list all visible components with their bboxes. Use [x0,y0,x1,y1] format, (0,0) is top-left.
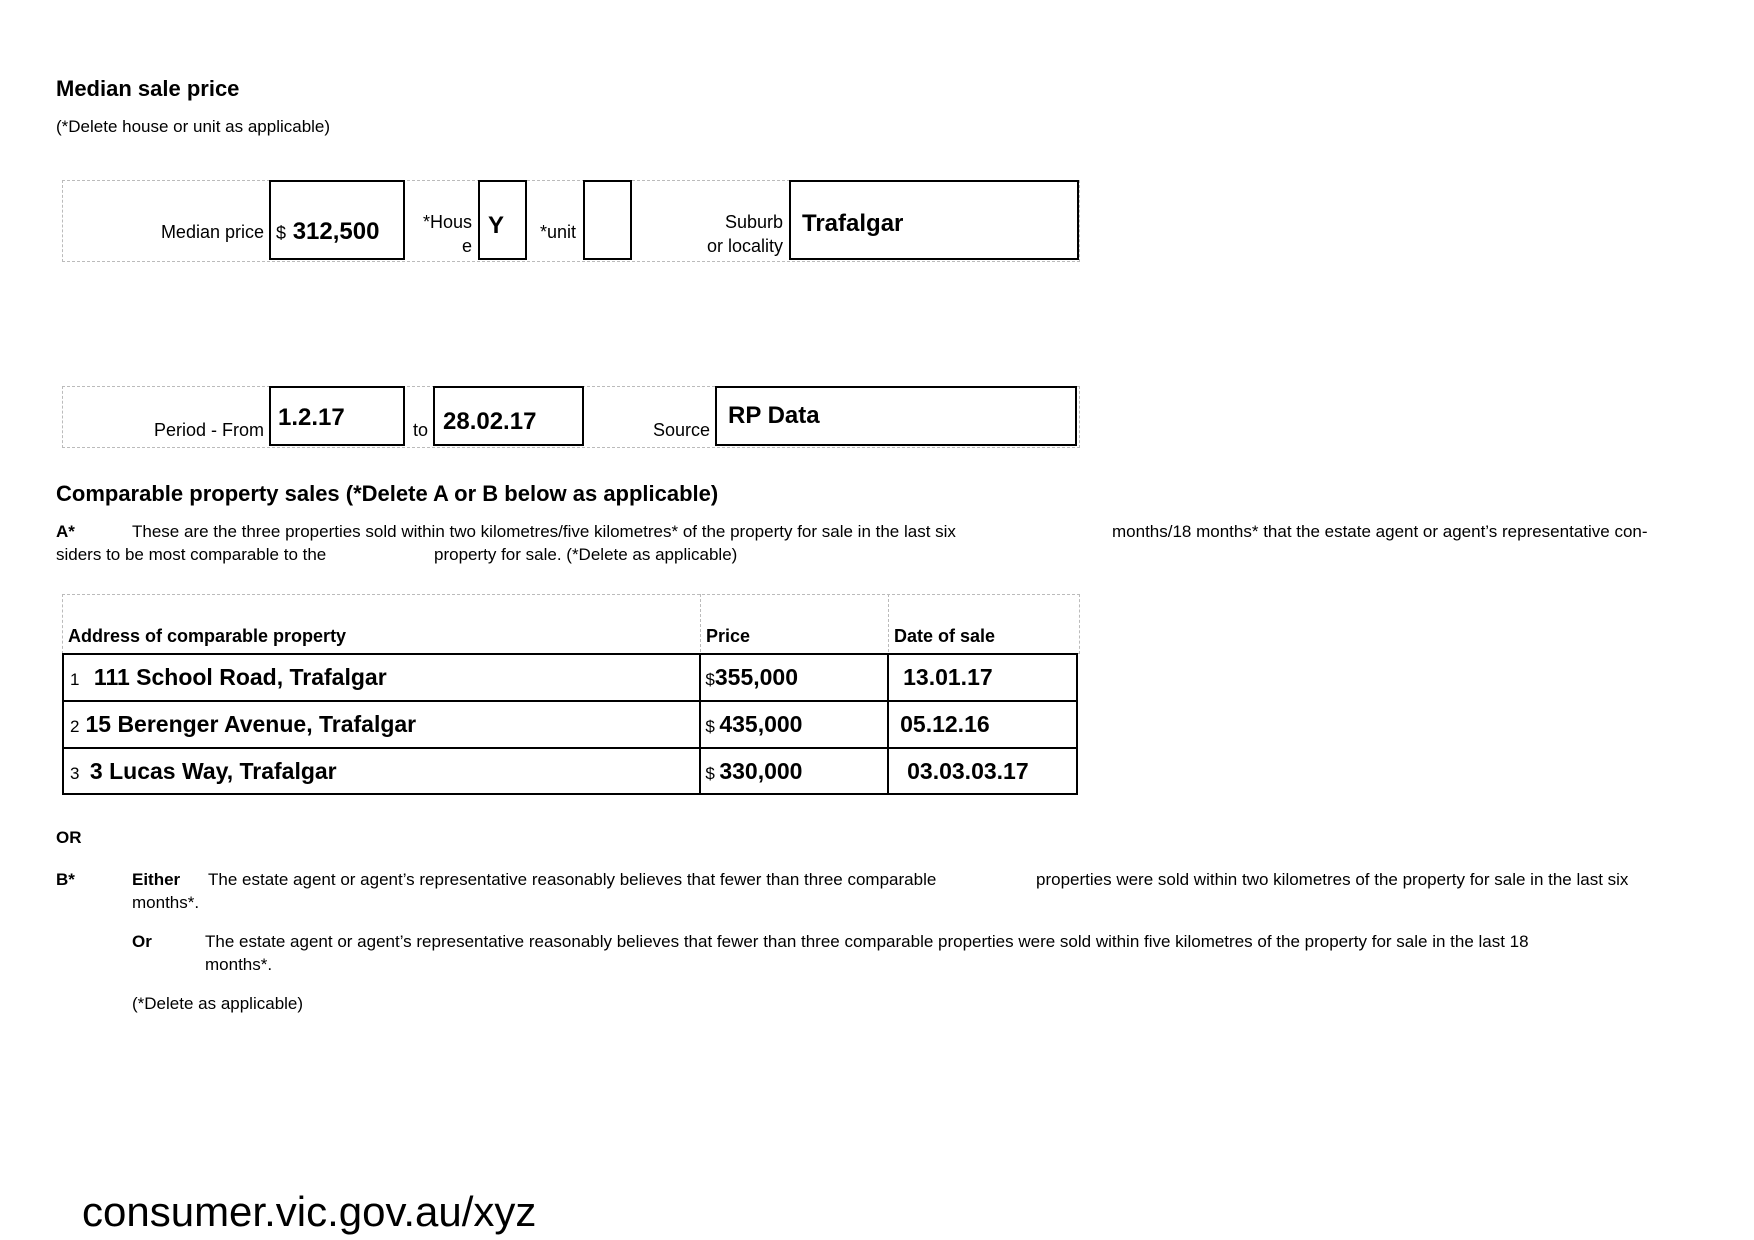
or2-text-2: months*. [205,955,273,974]
option-a-text-3: siders to be most comparable to the [56,545,327,564]
source-label: Source [652,420,710,440]
house-label-top: *Hous [422,212,472,232]
source-field[interactable] [715,386,1077,446]
price-value: 355,000 [714,664,799,690]
row-number: 2 [70,717,80,736]
column-header-date: Date of sale [894,626,996,646]
house-field[interactable] [478,180,527,260]
median-heading: Median sale price [56,76,240,101]
date-cell[interactable] [888,748,1077,794]
date-cell[interactable] [888,701,1077,748]
address-value: 15 Berenger Avenue, Trafalgar [85,711,417,737]
currency-symbol: $ [276,223,287,243]
price-cell[interactable] [700,748,888,794]
option-a-text-1: These are the three properties sold within two kilometres/five kilometres* of the property for sale in the last six [132,522,956,541]
house-label-bottom: e [461,236,472,256]
column-header-address: Address of comparable property [68,626,347,646]
or2-label: Or [132,932,152,951]
date-cell[interactable] [888,654,1077,701]
or-label: OR [56,828,82,847]
price-cell[interactable] [700,701,888,748]
either-text-3: months*. [132,893,200,912]
period-from-label: Period - From [153,420,264,440]
date-value: 05.12.16 [900,711,990,737]
period-from-value: 1.2.17 [278,404,345,431]
source-value: RP Data [728,402,820,429]
suburb-label [660,210,783,258]
period-to-value: 28.02.17 [443,408,537,435]
date-value: 03.03.03.17 [907,757,1029,784]
median-price-field[interactable] [269,180,405,260]
row-number: 1 [70,670,80,689]
median-price-label: Median price [160,222,264,242]
comparable-heading: Comparable property sales (*Delete A or B below as applicable) [56,481,719,506]
either-label: Either [132,870,181,889]
either-text-2: properties were sold within two kilometres of the property for sale in the last six [1036,870,1629,889]
period-to-field[interactable] [433,386,584,446]
option-a-text-2: months/18 months* that the estate agent or agent’s representative con- [1112,522,1648,541]
or2-text-1: The estate agent or agent’s representative reasonably believes that fewer than three comparable properties were sold within five kilometres of the property for sale in the last 18 [205,932,1529,951]
period-from-field[interactable] [269,386,405,446]
address-cell[interactable] [63,701,700,748]
suburb-label-bottom: or locality [706,236,783,256]
price-value: 330,000 [719,757,803,784]
column-header-price: Price [706,626,751,646]
currency-symbol: $ [705,717,715,736]
address-cell[interactable] [63,748,700,794]
option-a-text-4: property for sale. (*Delete as applicable) [434,545,738,564]
currency-symbol: $ [705,763,715,783]
either-text-1: The estate agent or agent’s representative reasonably believes that fewer than three comparable [208,870,937,889]
address-value: 111 School Road, Trafalgar [93,664,387,690]
table-row [63,654,1077,701]
table-row [63,701,1077,748]
row-number: 3 [70,763,80,783]
delete-note: (*Delete as applicable) [132,994,304,1013]
house-value: Y [488,212,505,239]
suburb-field[interactable] [789,180,1079,260]
price-value: 435,000 [719,711,803,737]
currency-symbol: $ [705,670,715,689]
table-row [63,748,1077,794]
option-b-label: B* [56,870,75,889]
option-a-label: A* [56,522,75,541]
comparable-sales-table [62,653,1078,795]
unit-field[interactable] [583,180,632,260]
price-cell[interactable] [700,654,888,701]
header-divider [700,594,702,652]
address-cell[interactable] [63,654,700,701]
house-label [412,210,472,258]
footer-url[interactable]: consumer.vic.gov.au/xyz [82,1188,537,1235]
date-value: 13.01.17 [903,664,993,690]
median-price-value: 312,500 [292,218,380,245]
header-divider [888,594,890,652]
period-to-label: to [412,420,428,440]
address-value: 3 Lucas Way, Trafalgar [89,757,337,784]
suburb-label-top: Suburb [724,212,783,232]
median-note: (*Delete house or unit as applicable) [56,117,331,136]
suburb-value: Trafalgar [802,210,904,237]
unit-label: *unit [539,222,576,242]
